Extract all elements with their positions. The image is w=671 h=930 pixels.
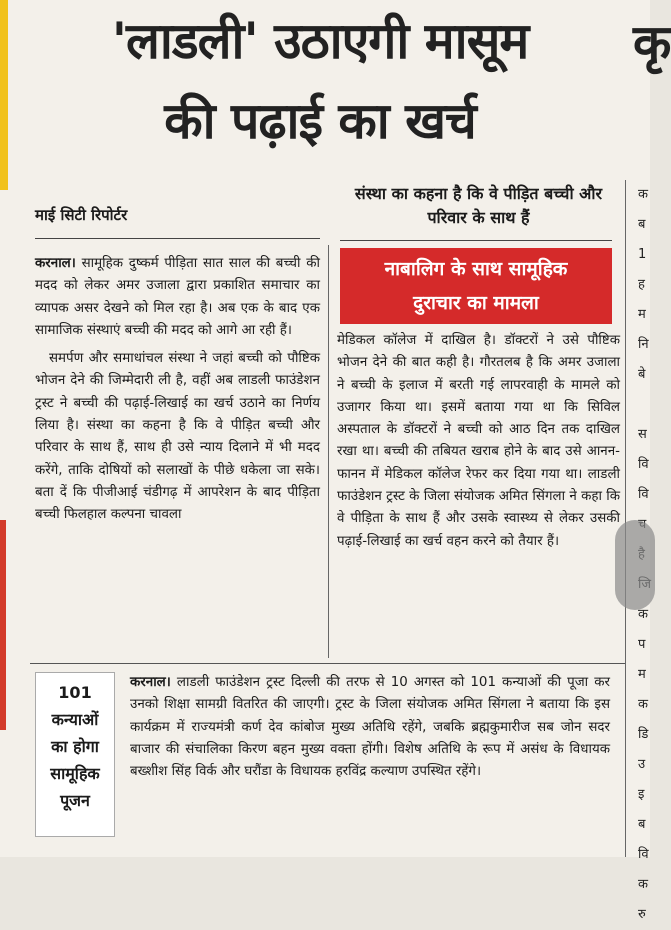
adjacent-column-char: ब — [638, 817, 646, 832]
article-dateline: करनाल। — [35, 256, 76, 271]
brief-headline-line-1: 101 — [58, 683, 92, 702]
adjacent-column-char: वि — [638, 457, 649, 472]
adjacent-column-char: प — [638, 637, 646, 652]
adjacent-column-char: वि — [638, 487, 649, 502]
adjacent-column-char: रु — [638, 907, 646, 922]
headline-line-1: 'लाडली' उठाएगी मासूम — [111, 12, 529, 70]
adjacent-column-char: नि — [638, 337, 649, 352]
red-box-line-2: दुराचार का मामला — [413, 292, 539, 314]
yellow-margin-strip — [0, 0, 8, 190]
article-column-1 — [35, 253, 320, 527]
adjacent-column-char: उ — [638, 757, 646, 772]
adjacent-column-char: क — [638, 187, 648, 202]
adjacent-column-char — [638, 390, 652, 420]
adjacent-column-char: म — [638, 307, 646, 322]
adjacent-column-char: स — [638, 427, 647, 442]
adjacent-column-char: बे — [638, 367, 646, 382]
brief-body: लाडली फाउंडेशन ट्रस्ट दिल्ली की तरफ से 10 अगस्त को 101 कन्याओं की पूजा कर उनको शिक्षा सामग्री वितरित की जाएगी। ट्रस्ट के जिला संयोजक अमित सिंगला ने बताया कि इस कार्यक्रम में राज्यमंत्री कर्ण देव कांबोज मुख्य अतिथि रहेंगे, जबकि ब्रह्मकुमारीज सब जोन सदर बाजार की संचालिका किरण बहन मुख्य वक्ता होंगी। विशेष अतिथि के रूप में असंध के विधायक बख्शीश सिंह विर्क और घरौंडा के विधायक हरविंद्र कल्याण उपस्थित रहेंगे। — [130, 675, 610, 780]
article-column-2 — [337, 330, 620, 553]
column-separator — [328, 245, 329, 658]
adjacent-column-char: 1 — [638, 247, 647, 262]
article-paragraph-3: मेडिकल कॉलेज में दाखिल है। डॉक्टरों ने उसे पौष्टिक भोजन देने की बात कही है। गौरतलब है कि अमर उजाला ने बच्ची के इलाज में बरती गई लापरवाही के मामले को उजागर किया था। इसमें बताया गया था कि सिविल अस्पताल के डॉक्टरों ने बच्ची को आठ दिन तक दाखिल रखा था। बच्ची की तबियत खराब होने के बाद उसे आनन-फानन में मेडिकल कॉलेज रेफर कर दिया गया था। लाडली फाउंडेशन ट्रस्ट के जिला संयोजक अमित सिंगला ने कहा कि वे पीड़िता के साथ हैं और उसके स्वास्थ्य से लेकर उसकी पढ़ाई-लिखाई का खर्च वहन करने को तैयार हैं। — [337, 333, 620, 549]
brief-dateline: करनाल। — [130, 675, 171, 690]
article-paragraph-1-text: सामूहिक दुष्कर्म पीड़िता सात साल की बच्ची की मदद को लेकर अमर उजाला द्वारा प्रकाशित समाचार का व्यापक असर देखने को मिल रहा है। अब एक के बाद एक सामाजिक संस्थाएं बच्ची की मदद को आगे आ रही हैं। — [35, 256, 320, 338]
red-subheading-box — [340, 248, 612, 324]
adjacent-column-char: ब — [638, 217, 646, 232]
page-column-separator — [625, 180, 626, 857]
article-paragraph-2: समर्पण और समाधांचल संस्था ने जहां बच्ची को पौष्टिक भोजन देने की जिम्मेदारी ली है, वहीं अब लाडली फाउंडेशन ट्रस्ट ने बच्ची की पढ़ाई-लिखाई का खर्च उठाने का निर्णय लिया है। संस्था का कहना है कि वे पीड़ित बच्ची और परिवार के साथ हैं, साथ ही उसे न्याय दिलाने में भी मदद करेंगे, ताकि दोषियों को सलाखों के पीछे धकेला जा सके। बता दें कि पीजीआई चंडीगढ़ में आपरेशन के बाद पीड़िता बच्ची फिलहाल कल्पना चावला — [35, 351, 320, 523]
adjacent-column-char: डि — [638, 727, 649, 742]
adjacent-column-char: वि — [638, 847, 649, 862]
brief-headline-box — [35, 672, 115, 837]
brief-headline-line-5: पूजन — [60, 791, 90, 810]
brief-headline-line-2: कन्याओं — [51, 710, 99, 729]
scroll-thumb[interactable] — [615, 520, 655, 610]
brief-headline-line-4: सामूहिक — [50, 764, 100, 783]
quote-rule — [340, 240, 612, 241]
adjacent-column-char: ह — [638, 277, 645, 292]
byline-rule — [35, 238, 320, 239]
byline: माई सिटी रिपोर्टर — [35, 206, 128, 224]
brief-news-text — [130, 672, 610, 783]
adjacent-column-char: इ — [638, 787, 645, 802]
brief-headline-line-3: का होगा — [51, 737, 99, 756]
adjacent-column-char: म — [638, 667, 646, 682]
article-paragraph-1 — [35, 253, 320, 342]
brief-top-rule — [30, 663, 625, 664]
adjacent-headline-fragment: कृ — [633, 14, 671, 72]
adjacent-column-char: क — [638, 607, 648, 622]
adjacent-column-char: क — [638, 697, 648, 712]
adjacent-column-char: क — [638, 877, 648, 892]
red-margin-strip — [0, 520, 6, 730]
red-box-line-1: नाबालिग के साथ सामूहिक — [384, 258, 568, 280]
headline-line-2: की पढ़ाई का खर्च — [164, 92, 476, 150]
pull-quote: संस्था का कहना है कि वे पीड़ित बच्ची और परिवार के साथ हैं — [354, 184, 603, 227]
